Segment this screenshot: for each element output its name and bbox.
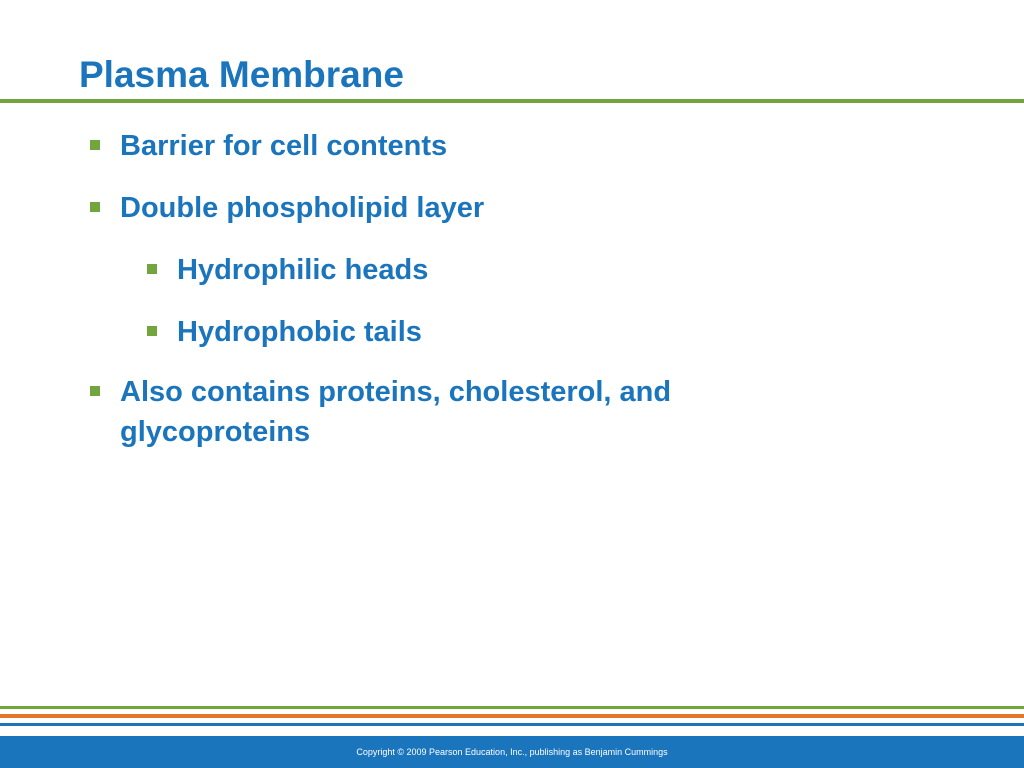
sub-bullet-item [177,250,877,290]
sub-bullet-item [177,312,877,352]
bullet-text: Also contains proteins, cholesterol, and glycoproteins [120,376,672,448]
square-bullet-icon [147,264,157,274]
square-bullet-icon [90,140,100,150]
square-bullet-icon [90,202,100,212]
bullet-text: Hydrophobic tails [177,316,422,348]
bullet-item [120,372,860,452]
square-bullet-icon [147,326,157,336]
slide-title: Plasma Membrane [79,54,404,95]
bullet-text: Barrier for cell contents [120,130,448,162]
footer-stripe-green [0,706,1024,709]
footer-stripe-blue [0,723,1024,726]
bullet-item [120,126,860,166]
footer-stripe-orange [0,714,1024,718]
copyright-text: Copyright © 2009 Pearson Education, Inc., publishing as Benjamin Cummings [356,747,668,757]
bullet-text: Hydrophilic heads [177,254,429,286]
bullet-text: Double phospholipid layer [120,192,485,224]
square-bullet-icon [90,386,100,396]
bullet-item [120,188,860,228]
